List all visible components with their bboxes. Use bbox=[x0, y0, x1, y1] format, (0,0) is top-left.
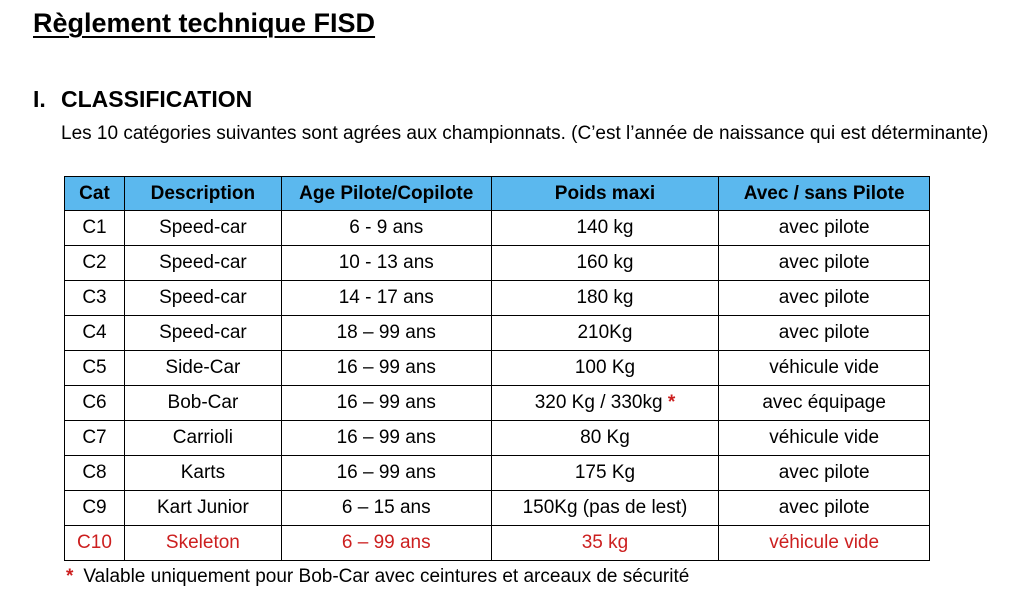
cell-age: 10 - 13 ans bbox=[281, 246, 491, 281]
cell-pilot: avec pilote bbox=[719, 456, 930, 491]
table-row-highlighted bbox=[65, 526, 930, 561]
cell-description: Carrioli bbox=[124, 421, 281, 456]
cell-pilot: avec équipage bbox=[719, 386, 930, 421]
table-row bbox=[65, 281, 930, 316]
section-title: CLASSIFICATION bbox=[61, 86, 253, 112]
cell-cat: C1 bbox=[65, 211, 125, 246]
cell-age: 16 – 99 ans bbox=[281, 386, 491, 421]
cell-cat: C8 bbox=[65, 456, 125, 491]
cell-pilot: avec pilote bbox=[719, 316, 930, 351]
cell-cat: C3 bbox=[65, 281, 125, 316]
section-intro: Les 10 catégories suivantes sont agrées aux championnats. (C’est l’année de naissance qui est déterminante) bbox=[61, 123, 989, 144]
cell-pilot: avec pilote bbox=[719, 246, 930, 281]
table-row bbox=[65, 351, 930, 386]
footnote-marker: * bbox=[667, 392, 676, 413]
cell-weight: 160 kg bbox=[491, 246, 719, 281]
cell-description: Speed-car bbox=[124, 281, 281, 316]
cell-cat: C7 bbox=[65, 421, 125, 456]
cell-cat: C2 bbox=[65, 246, 125, 281]
footnote-asterisk: * bbox=[66, 566, 74, 587]
cell-cat: C10 bbox=[65, 526, 125, 561]
cell-age: 6 – 99 ans bbox=[281, 526, 491, 561]
section-number: I. bbox=[33, 86, 46, 112]
cell-pilot: véhicule vide bbox=[719, 526, 930, 561]
cell-weight: 210Kg bbox=[491, 316, 719, 351]
footnote bbox=[66, 566, 689, 588]
table-row bbox=[65, 491, 930, 526]
header-description: Description bbox=[124, 177, 281, 211]
header-weight: Poids maxi bbox=[491, 177, 719, 211]
cell-age: 18 – 99 ans bbox=[281, 316, 491, 351]
table-row bbox=[65, 316, 930, 351]
cell-description: Side-Car bbox=[124, 351, 281, 386]
header-pilot: Avec / sans Pilote bbox=[719, 177, 930, 211]
cell-description: Karts bbox=[124, 456, 281, 491]
table-row bbox=[65, 456, 930, 491]
table-header-row bbox=[65, 177, 930, 211]
table-row bbox=[65, 421, 930, 456]
section-heading bbox=[33, 86, 252, 113]
cell-age: 6 – 15 ans bbox=[281, 491, 491, 526]
table-row bbox=[65, 386, 930, 421]
cell-weight: 175 Kg bbox=[491, 456, 719, 491]
cell-cat: C4 bbox=[65, 316, 125, 351]
cell-weight: 80 Kg bbox=[491, 421, 719, 456]
cell-weight: 140 kg bbox=[491, 211, 719, 246]
table-row bbox=[65, 246, 930, 281]
cell-pilot: véhicule vide bbox=[719, 421, 930, 456]
cell-weight bbox=[491, 386, 719, 421]
table-row bbox=[65, 211, 930, 246]
cell-weight: 150Kg (pas de lest) bbox=[491, 491, 719, 526]
document-title: Règlement technique FISD bbox=[33, 8, 376, 38]
cell-pilot: avec pilote bbox=[719, 491, 930, 526]
cell-description: Speed-car bbox=[124, 211, 281, 246]
cell-cat: C5 bbox=[65, 351, 125, 386]
cell-description: Speed-car bbox=[124, 316, 281, 351]
cell-age: 16 – 99 ans bbox=[281, 421, 491, 456]
cell-age: 14 - 17 ans bbox=[281, 281, 491, 316]
cell-cat: C9 bbox=[65, 491, 125, 526]
cell-weight: 100 Kg bbox=[491, 351, 719, 386]
classification-table bbox=[64, 176, 930, 561]
cell-cat: C6 bbox=[65, 386, 125, 421]
cell-pilot: avec pilote bbox=[719, 281, 930, 316]
header-age: Age Pilote/Copilote bbox=[281, 177, 491, 211]
cell-description: Skeleton bbox=[124, 526, 281, 561]
footnote-text: Valable uniquement pour Bob-Car avec ceintures et arceaux de sécurité bbox=[83, 566, 690, 587]
cell-description: Bob-Car bbox=[124, 386, 281, 421]
cell-age: 16 – 99 ans bbox=[281, 456, 491, 491]
cell-age: 16 – 99 ans bbox=[281, 351, 491, 386]
cell-age: 6 - 9 ans bbox=[281, 211, 491, 246]
cell-description: Speed-car bbox=[124, 246, 281, 281]
cell-weight: 35 kg bbox=[491, 526, 719, 561]
cell-description: Kart Junior bbox=[124, 491, 281, 526]
header-cat: Cat bbox=[65, 177, 125, 211]
weight-value: 320 Kg / 330kg bbox=[534, 392, 663, 413]
cell-pilot: avec pilote bbox=[719, 211, 930, 246]
cell-weight: 180 kg bbox=[491, 281, 719, 316]
cell-pilot: véhicule vide bbox=[719, 351, 930, 386]
